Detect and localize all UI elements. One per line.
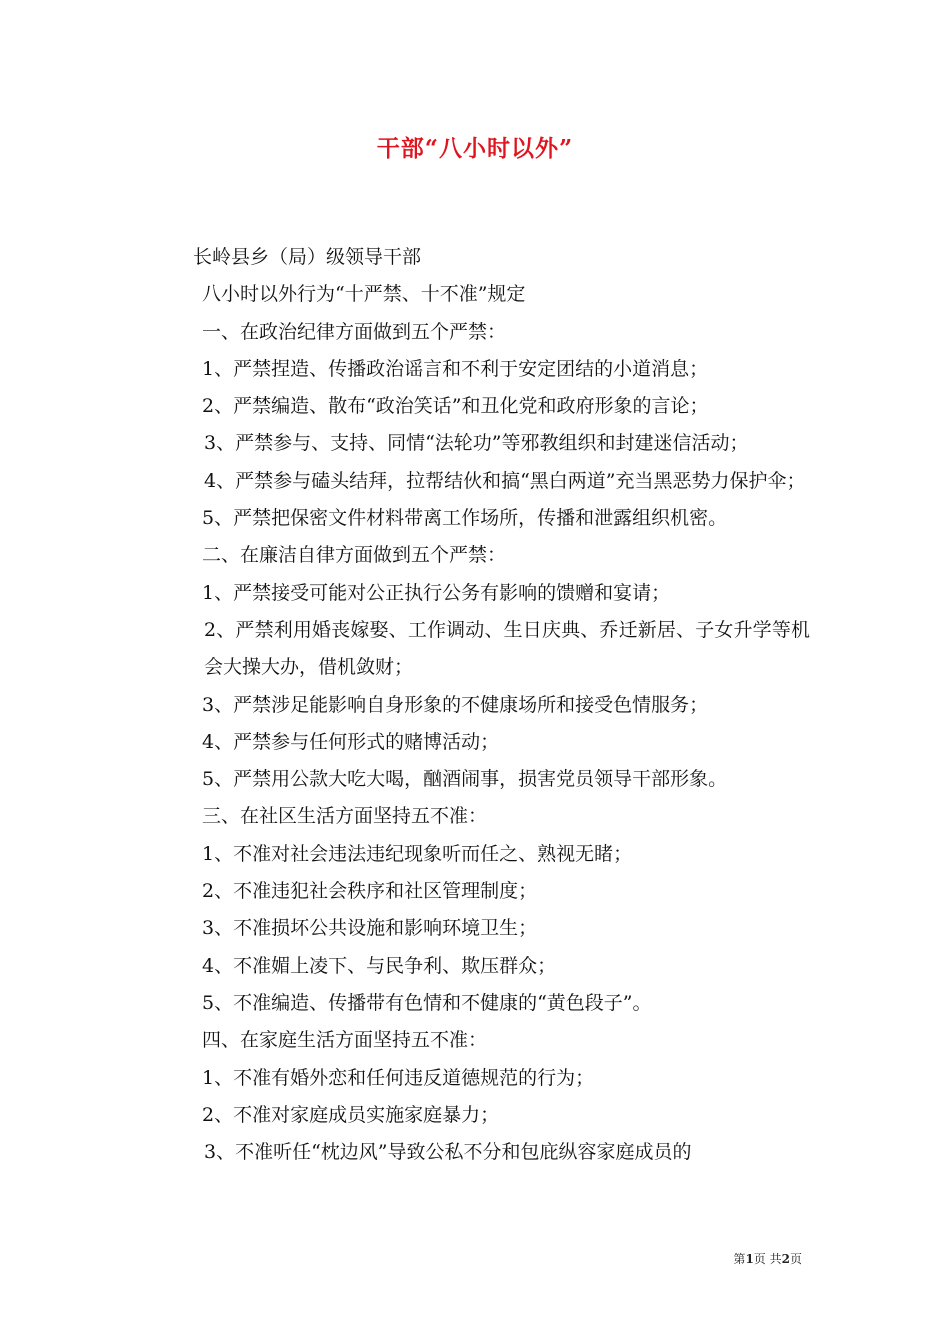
paragraph: 1、不准对社会违法违纪现象听而任之、熟视无睹； [202,842,633,865]
paragraph: 1、严禁捏造、传播政治谣言和不利于安定团结的小道消息； [202,357,709,380]
paragraph: 1、严禁接受可能对公正执行公务有影响的馈赠和宴请； [202,581,671,604]
paragraph: 5、严禁把保密文件材料带离工作场所，传播和泄露组织机密。 [202,507,728,530]
paragraph: 5、不准编造、传播带有色情和不健康的“黄色段子”。 [202,991,652,1014]
paragraph: 3、不准损坏公共设施和影响环境卫生； [202,917,538,940]
paragraph: 三、在社区生活方面坚持五不准： [202,805,488,828]
page-footer [733,1250,802,1267]
paragraph: 3、严禁参与、支持、同情“法轮功”等邪教组织和封建迷信活动； [204,432,749,455]
paragraph: 3、严禁涉足能影响自身形象的不健康场所和接受色情服务； [202,693,709,716]
paragraph: 长岭县乡（局）级领导干部 [193,246,422,268]
document-body [145,239,810,1171]
footer-total-pages: 2 [781,1252,790,1266]
footer-current-page: 1 [745,1252,754,1266]
paragraph: 一、在政治纪律方面做到五个严禁： [202,320,507,343]
paragraph: 二、在廉洁自律方面做到五个严禁： [202,544,507,567]
paragraph: 八小时以外行为“十严禁、十不准”规定 [202,283,526,306]
paragraph: 3、不准听任“枕边风”导致公私不分和包庇纵容家庭成员的 [204,1141,692,1164]
paragraph: 4、不准媚上凌下、与民争利、欺压群众； [202,954,557,977]
paragraph: 四、在家庭生活方面坚持五不准： [202,1029,488,1052]
paragraph: 2、严禁利用婚丧嫁娶、工作调动、生日庆典、乔迁新居、子女升学等机会大操大办，借机敛财； [204,618,810,679]
paragraph: 2、严禁编造、散布“政治笑话”和丑化党和政府形象的言论； [202,395,709,418]
paragraph: 2、不准违犯社会秩序和社区管理制度； [202,880,538,903]
footer-middle: 页 共 [753,1252,782,1266]
paragraph: 1、不准有婚外恋和任何违反道德规范的行为； [202,1066,595,1089]
paragraph: 2、不准对家庭成员实施家庭暴力； [202,1103,500,1126]
document-title: 干部“八小时以外” [376,135,574,162]
paragraph: 4、严禁参与任何形式的赌博活动； [202,730,500,753]
footer-prefix: 第 [733,1252,746,1266]
paragraph: 5、严禁用公款大吃大喝，酗酒闹事，损害党员领导干部形象。 [202,768,728,791]
paragraph: 4、严禁参与磕头结拜，拉帮结伙和搞“黑白两道”充当黑恶势力保护伞； [204,469,806,492]
footer-suffix: 页 [789,1252,802,1266]
